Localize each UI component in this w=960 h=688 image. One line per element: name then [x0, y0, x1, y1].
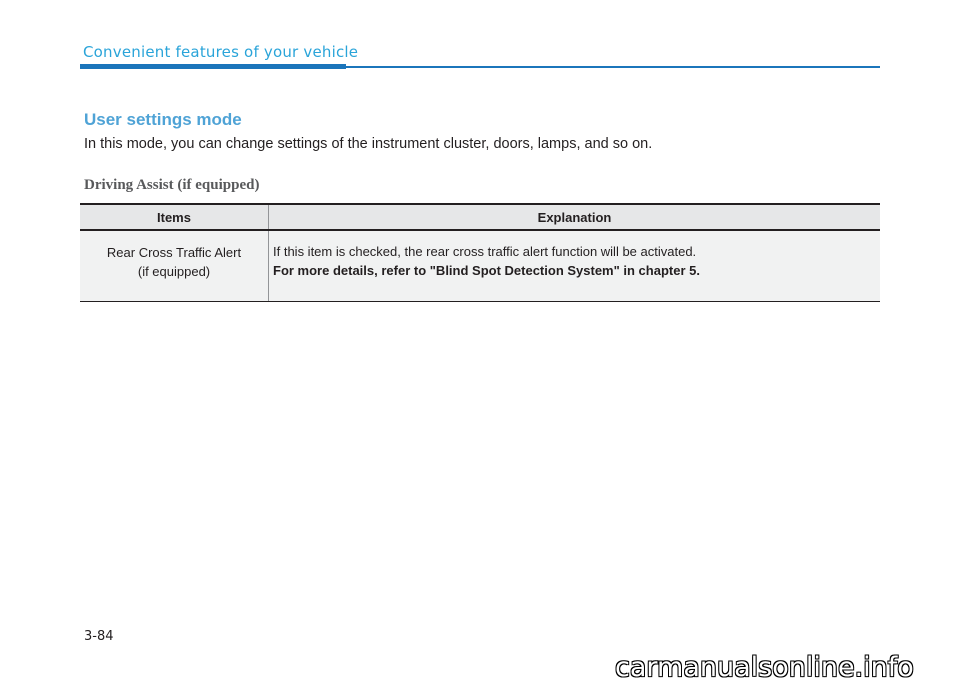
- column-header-items: Items: [80, 204, 269, 230]
- explanation-text: If this item is checked, the rear cross traffic alert function will be activated.: [273, 244, 697, 259]
- chapter-header-title: Convenient features of your vehicle: [83, 43, 359, 61]
- column-header-explanation: Explanation: [269, 204, 881, 230]
- section-title: User settings mode: [84, 110, 242, 129]
- header-accent-bar: [80, 64, 346, 69]
- explanation-reference: For more details, refer to "Blind Spot Detection System" in chapter 5.: [273, 263, 700, 278]
- item-qualifier: (if equipped): [137, 264, 211, 279]
- explanation-cell: [269, 230, 881, 302]
- watermark: carmanualsonline.info: [615, 652, 914, 683]
- item-cell: [80, 230, 269, 302]
- intro-paragraph: In this mode, you can change settings of the instrument cluster, doors, lamps, and so on.: [84, 136, 653, 152]
- header-rule: [346, 66, 880, 68]
- page-number: 3-84: [84, 629, 114, 644]
- settings-table: [80, 203, 880, 302]
- subsection-title: Driving Assist (if equipped): [84, 177, 260, 193]
- table-header-row: [80, 204, 880, 230]
- item-name: Rear Cross Traffic Alert: [106, 245, 242, 260]
- table-row: [80, 230, 880, 302]
